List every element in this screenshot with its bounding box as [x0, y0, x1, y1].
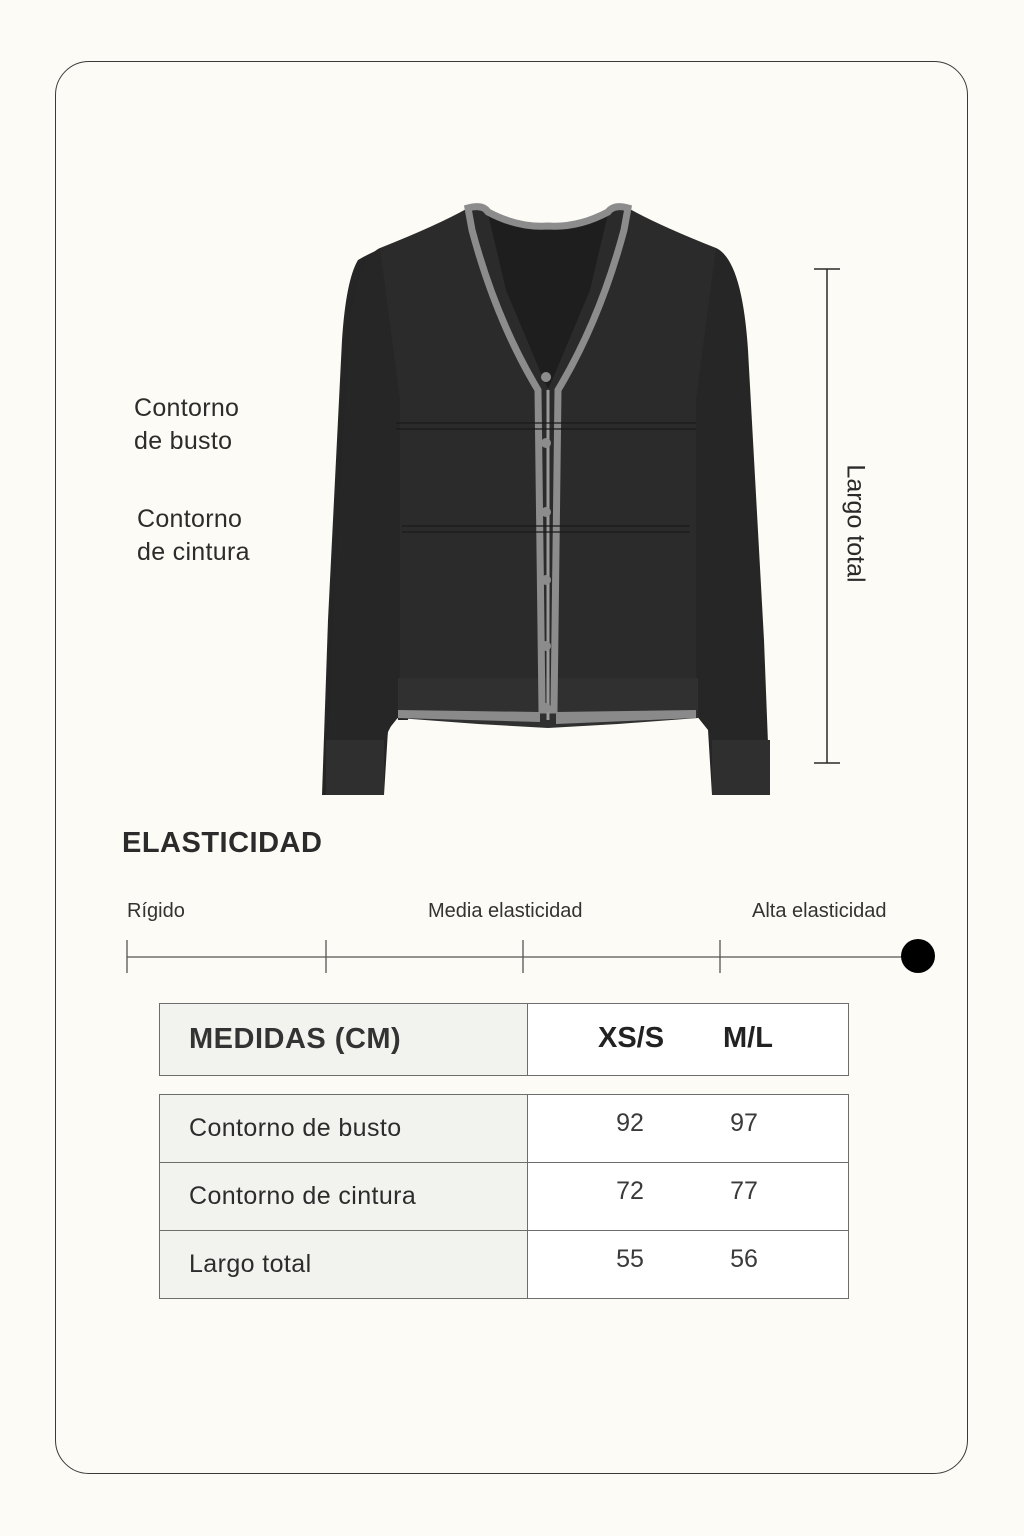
elasticity-title: ELASTICIDAD [122, 827, 323, 859]
value-xs-s: 72 [616, 1177, 644, 1205]
measurements-table [159, 1094, 849, 1299]
measurements-header [159, 1003, 849, 1076]
value-m-l: 77 [730, 1177, 758, 1205]
row-values [528, 1231, 849, 1299]
elasticity-scale [120, 935, 950, 980]
size-m-l: M/L [723, 1022, 773, 1054]
row-label: Contorno de busto [160, 1095, 528, 1163]
row-values [528, 1095, 849, 1163]
table-row [160, 1231, 849, 1299]
elasticity-low-label: Rígido [127, 900, 185, 922]
bust-label: Contorno de busto [134, 394, 240, 455]
elasticity-mid-label: Media elasticidad [428, 900, 583, 922]
cardigan-image [318, 200, 778, 800]
elasticity-indicator [901, 939, 935, 973]
measurements-title: MEDIDAS (CM) [160, 1004, 528, 1076]
value-m-l: 56 [730, 1245, 758, 1273]
length-label: Largo total [841, 464, 870, 583]
length-indicator [812, 268, 842, 764]
value-xs-s: 55 [616, 1245, 644, 1273]
row-label: Largo total [160, 1231, 528, 1299]
value-xs-s: 92 [616, 1109, 644, 1137]
elasticity-high-label: Alta elasticidad [752, 900, 887, 922]
row-values [528, 1163, 849, 1231]
table-row [160, 1163, 849, 1231]
waist-label: Contorno de cintura [137, 505, 250, 566]
size-xs-s: XS/S [598, 1022, 665, 1054]
value-m-l: 97 [730, 1109, 758, 1137]
size-headers [528, 1004, 849, 1076]
row-label: Contorno de cintura [160, 1163, 528, 1231]
table-row [160, 1095, 849, 1163]
